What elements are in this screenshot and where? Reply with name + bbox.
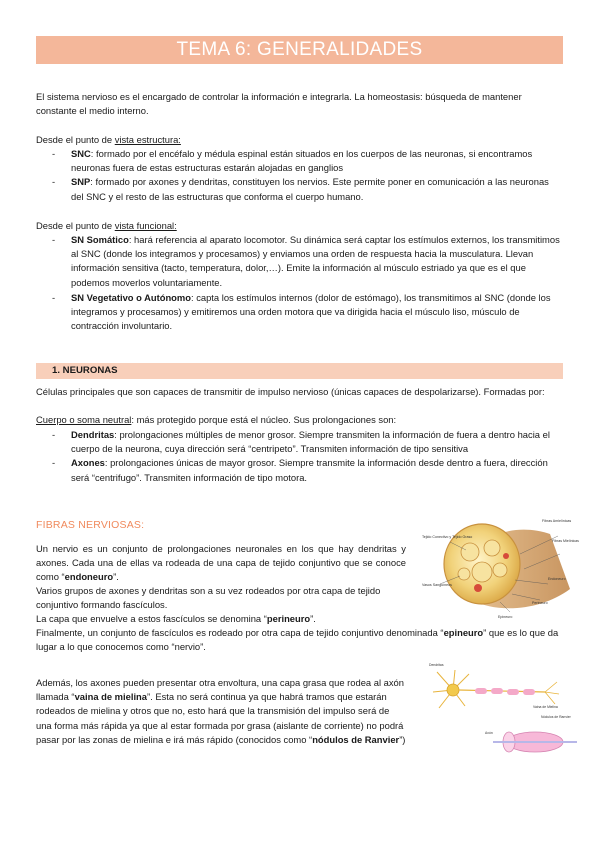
fascicle-shape	[472, 562, 492, 582]
blood-vessel-shape	[474, 584, 482, 592]
axon-terminal-shape	[545, 682, 559, 704]
fibras-p5c: ”. Esta no será continua ya que habrá tramos que estarán rodeados de mielina y otros que no, esto hará que la transmisión del impulso será de una forma más rápida ya que al estar formada por grasa (aislante de corriente) no podrá pasar por las zonas de mielina e irá más rápido (conocidos como “	[36, 691, 404, 745]
fibras-title: FIBRAS NERVIOSAS:	[36, 519, 145, 531]
term-snc: SNC	[71, 148, 91, 159]
label-endoneuro: Endoneuro	[548, 577, 566, 581]
dash-marker: -	[52, 234, 56, 245]
myelin-segment-shape	[491, 688, 503, 694]
fibras-p4	[36, 626, 563, 654]
cuerpo-term: Cuerpo o soma neutral	[36, 414, 132, 425]
fibras-p1	[36, 542, 406, 585]
list-item	[36, 456, 563, 484]
fibras-p5a: Además, los axones pueden presentar otra envoltura, una capa grasa que rodea al axón llamada “	[36, 677, 404, 703]
nerve-cross-section-figure	[420, 514, 584, 622]
label-dendritas: Dendritas	[429, 663, 444, 667]
term-nodulos-ranvier: nódulos de Ranvier	[312, 733, 400, 745]
intro-paragraph: El sistema nervioso es el encargado de controlar la información e integrarla. La homeostasis: búsqueda de mantener constante el medio interno.	[36, 91, 522, 117]
section-header-neuronas	[36, 363, 563, 379]
funcional-lead-underlined: vista funcional:	[114, 220, 177, 231]
cuerpo-text: : más protegido porque está el núcleo. Sus prolongaciones son:	[131, 414, 397, 425]
dash-marker: -	[52, 291, 56, 303]
neuronas-intro: Células principales que son capaces de transmitir de impulso nervioso (únicas capaces de despolarizarse). Formadas por:	[36, 386, 545, 397]
label-vasos: Vasos Sanguíneos	[422, 583, 452, 587]
neuron-soma-shape	[447, 684, 459, 696]
term-epineuro: epineuro	[443, 627, 484, 638]
prolongaciones-list	[36, 428, 563, 485]
fibras-p1a: Un nervio es un conjunto de prolongaciones neuronales en los que hay dendritas y axones. Cada una de ellas va rodeada de una capa de tejido conjuntivo que se conoce como “	[36, 543, 406, 583]
funcional-lead-text: Desde el punto de	[36, 220, 115, 231]
list-item	[36, 147, 563, 175]
dash-marker: -	[52, 429, 56, 440]
label-nodulos: Nódulos de Ranvier	[541, 715, 571, 719]
list-item	[36, 175, 563, 203]
fibras-p1c: ”.	[113, 571, 119, 583]
estructura-list	[36, 147, 563, 204]
fibras-p3c: ”.	[310, 613, 316, 624]
label-fibras-amielinicas: Fibras Amielínicas	[542, 519, 572, 523]
estructura-lead-text: Desde el punto de	[36, 134, 115, 145]
term-sn-vegetativo: SN Vegetativo o Autónomo	[71, 291, 191, 303]
term-dendritas: Dendritas	[71, 429, 115, 440]
label-tejido: Tejido Conectivo y Tejido Graso	[422, 535, 473, 539]
term-sn-somatico: SN Somático	[71, 234, 129, 245]
label-fibras-mielinicas: Fibras Mielínicas	[552, 539, 579, 543]
fibras-p2: Varios grupos de axones y dendritas son a su vez rodeados por otra capa de tejido conjuntivo formando fascículos.	[36, 585, 381, 611]
myelin-segment-shape	[523, 689, 535, 695]
fascicle-shape	[458, 568, 470, 580]
myelin-segment-shape	[475, 688, 487, 694]
fibras-p4a: Finalmente, un conjunto de fascículos es rodeado por otra capa de tejido conjuntivo denominada “	[36, 627, 444, 638]
label-epineuro: Epineuro	[498, 615, 513, 619]
neuron-myelin-figure	[425, 660, 582, 763]
list-item	[36, 428, 563, 456]
title-bar	[36, 36, 563, 64]
term-axones: Axones	[71, 457, 105, 469]
fascicle-shape	[484, 540, 500, 556]
dash-marker: -	[52, 457, 56, 469]
term-perineuro: perineuro	[266, 613, 311, 624]
fibras-p5e: ”)	[399, 733, 406, 745]
fibras-p5	[36, 676, 406, 747]
dash-marker: -	[52, 148, 56, 159]
item-text: : hará referencia al aparato locomotor. Su dinámica será captar los estímulos externos, los transmitimos al SNC (donde los integramos y procesamos) y enviamos una orden de respuesta hacia la musculatura. Llevan información sensitiva (tacto, temperatura, dolor,…). Emite la información al músculo estriado ya que es el que podemos moverlos voluntariamente.	[71, 234, 560, 288]
fibras-p4c: ” que es lo que da lugar a lo que conocemos como “nervio”.	[36, 627, 559, 653]
item-text: : prolongaciones únicas de mayor grosor. Siempre transmite la información desde dentro a fuera, dirección será “centrifugo”. Transmiten información de tipo motora.	[71, 457, 548, 483]
list-item	[36, 291, 563, 334]
term-snp: SNP	[71, 176, 91, 188]
fibras-p3a: La capa que envuelve a estos fascículos se denomina “	[36, 613, 267, 624]
item-text: : capta los estímulos internos (dolor de estómago), los transmitimos al SNC (donde los integramos y procesamos) y emitiremos una orden motora que va dirigida hacia el músculo liso, músculo de contracción involuntario.	[71, 291, 551, 332]
myelin-segment-shape	[507, 689, 519, 695]
dash-marker: -	[52, 176, 56, 188]
label-perineuro: Perineuro	[532, 601, 548, 605]
estructura-lead	[36, 133, 563, 147]
estructura-lead-underlined: vista estructura:	[114, 134, 181, 145]
page-title: TEMA 6: GENERALIDADES	[176, 39, 423, 60]
fascicle-shape	[461, 543, 479, 561]
item-text: : formado por axones y dendritas, constituyen los nervios. Este permite poner en comunicación a las neuronas del SNC y el resto de las estructuras que conforma el cuerpo humano.	[71, 176, 549, 202]
label-vaina: Vaina de Mielina	[533, 705, 558, 709]
funcional-lead	[36, 219, 563, 233]
blood-vessel-shape	[503, 553, 509, 559]
label-axon: Axón	[485, 731, 493, 735]
term-endoneuro: endoneuro	[64, 571, 114, 583]
fascicle-shape	[493, 563, 507, 577]
section-title: 1. NEURONAS	[52, 365, 118, 376]
cuerpo-line	[36, 413, 563, 427]
item-text: : formado por el encéfalo y médula espinal están situados en los cuerpos de las neuronas, si encontramos neuronas fuera de estas estructuras estarán alojadas en ganglios	[71, 148, 533, 174]
item-text: : prolongaciones múltiples de menor grosor. Siempre transmiten la información de fuera a dentro hacia el cuerpo de la neurona, cuya dirección será “centripeto”. Transmiten información de tipo sensitiva	[71, 429, 550, 455]
list-item	[36, 233, 563, 290]
term-vaina-mielina: vaina de mielina	[74, 691, 147, 703]
funcional-list	[36, 233, 563, 333]
